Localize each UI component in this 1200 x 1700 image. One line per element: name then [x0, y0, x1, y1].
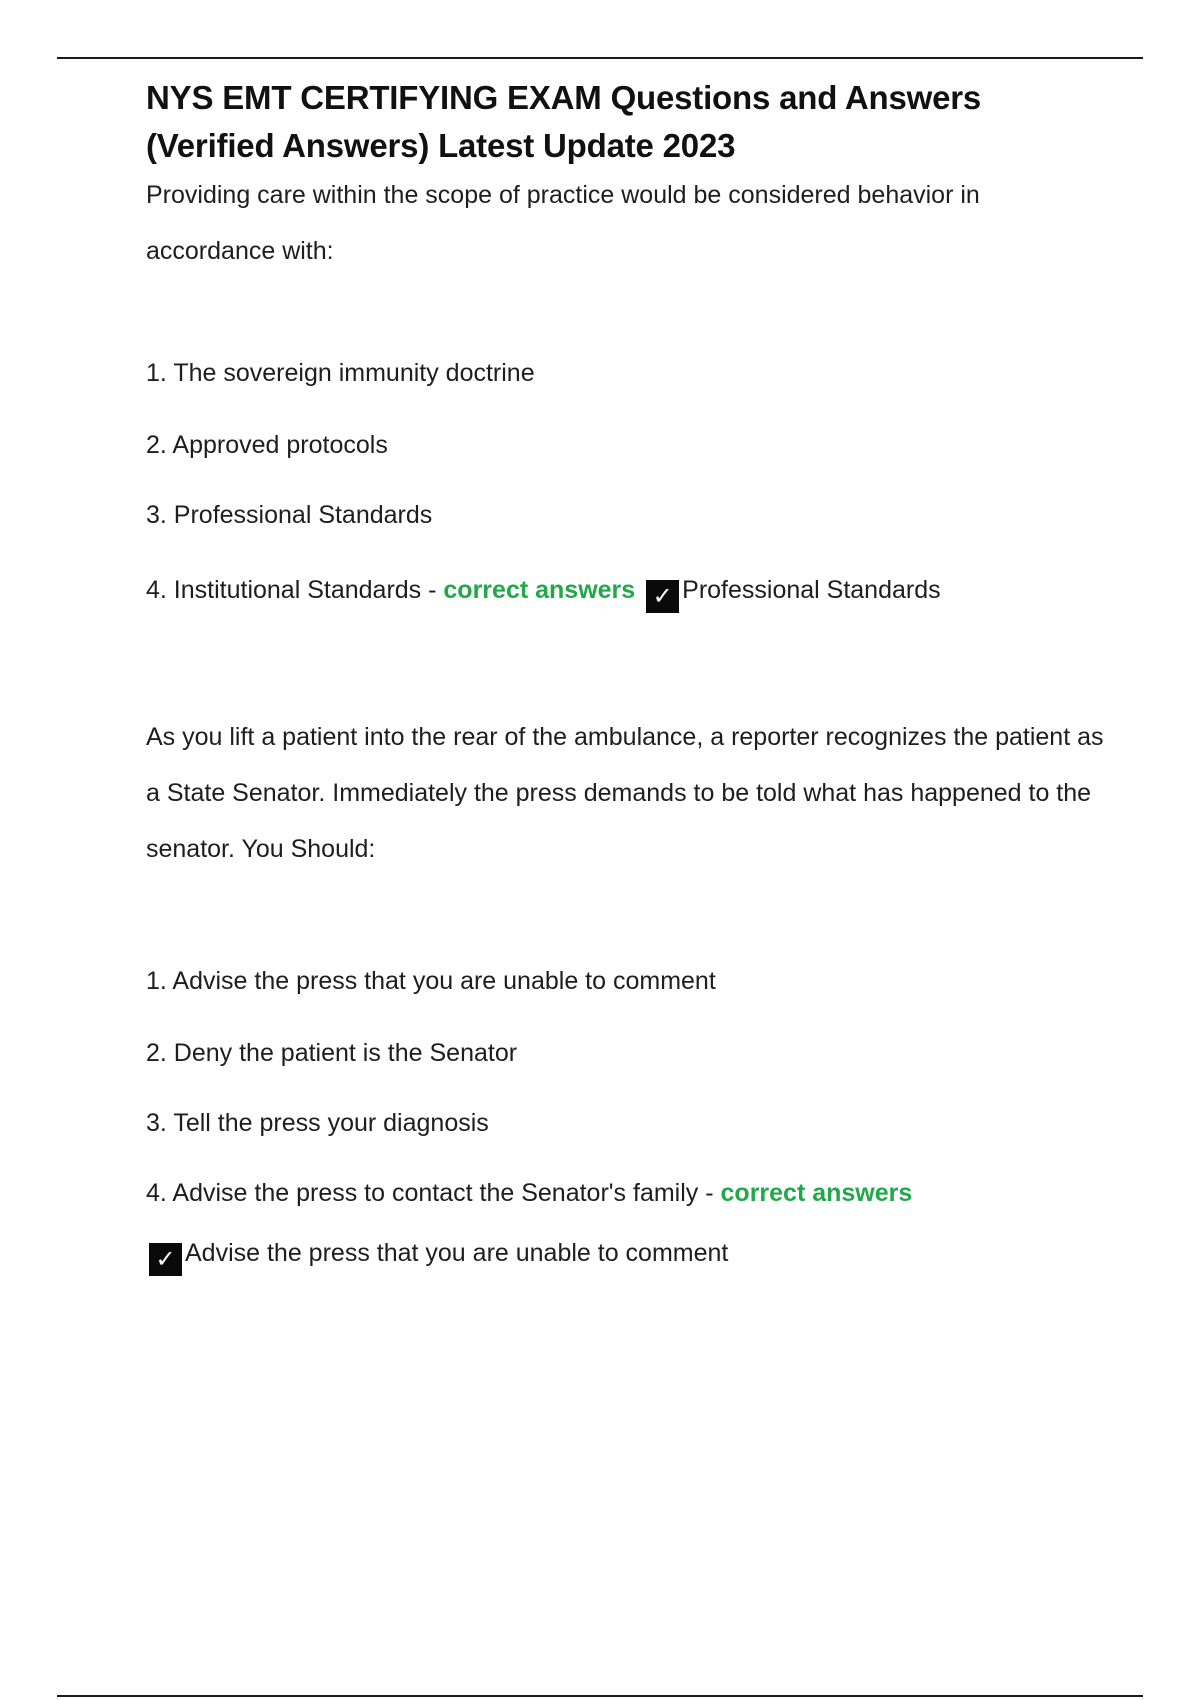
correct-answer-text: Advise the press that you are unable to comment — [185, 1239, 729, 1267]
option-list — [146, 963, 1106, 1211]
document-title: NYS EMT CERTIFYING EXAM Questions and Answers (Verified Answers) Latest Update 2023 — [146, 79, 982, 164]
correct-answers-label: correct answers — [443, 576, 636, 604]
option-item: 1. Advise the press that you are unable to comment — [146, 967, 716, 995]
document-page — [146, 74, 1106, 1276]
question-prompt: Providing care within the scope of practice would be considered behavior in accordance with: — [146, 181, 980, 265]
correct-answers-label: correct answers — [720, 1179, 913, 1207]
option-text: 4. Advise the press to contact the Senator's family - — [146, 1179, 714, 1207]
correct-answer-text: Professional Standards — [682, 576, 941, 604]
option-item: 2. Deny the patient is the Senator — [146, 1039, 518, 1067]
option-list — [146, 355, 1106, 613]
option-item: 1. The sovereign immunity doctrine — [146, 359, 535, 387]
option-item: 3. Professional Standards — [146, 501, 433, 529]
top-rule — [57, 57, 1143, 59]
correct-answer-line — [146, 1235, 1106, 1276]
question-block — [146, 167, 1106, 613]
question-block — [146, 709, 1106, 1276]
bottom-rule — [57, 1695, 1143, 1697]
option-item-with-answer — [146, 1175, 1106, 1211]
check-box-icon: ✓ — [149, 1243, 182, 1276]
check-box-icon: ✓ — [646, 580, 679, 613]
option-text: 4. Institutional Standards - — [146, 576, 437, 604]
question-prompt: As you lift a patient into the rear of the ambulance, a reporter recognizes the patient as a State Senator. Immediately the press demands to be told what has happened to the senator. You Should: — [146, 723, 1104, 863]
option-item: 3. Tell the press your diagnosis — [146, 1109, 489, 1137]
option-item: 2. Approved protocols — [146, 431, 388, 459]
option-item-with-answer — [146, 572, 1106, 613]
